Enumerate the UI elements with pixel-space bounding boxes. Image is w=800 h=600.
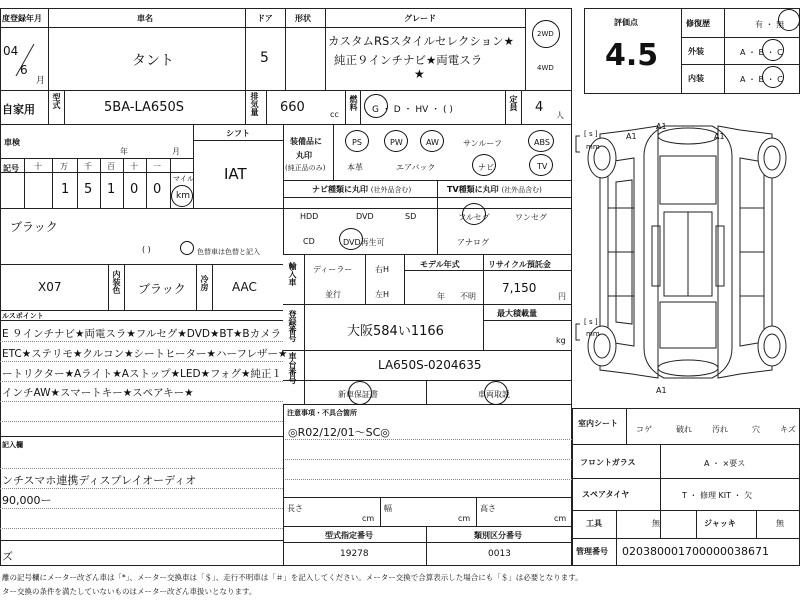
notes-label: 注意事項・不具合箇所 xyxy=(287,409,357,417)
spare-label: スペアタイヤ xyxy=(582,490,630,499)
tv-label-text: TV種類に丸印 xyxy=(447,185,499,194)
ac-value: AAC xyxy=(232,280,257,294)
color-paren: ( ) xyxy=(142,245,151,254)
interior-color: ブラック xyxy=(138,282,186,296)
equip-tv-circle xyxy=(529,154,553,176)
odo-header-2: 千 xyxy=(84,162,92,171)
navi-label-sub: (社外品含む) xyxy=(370,186,412,194)
capacity-unit: 人 xyxy=(556,111,564,120)
fuel-label: 燃料 xyxy=(349,95,358,111)
reg-label: 登録番号 xyxy=(288,310,297,342)
interior-grades: A ・ B ・ C xyxy=(740,75,783,84)
max-load-unit: kg xyxy=(556,336,566,345)
spare-items: T ・ 修理 KIT ・ 欠 xyxy=(682,491,753,500)
grade-line2: 純正９インチナビ★両電スラ xyxy=(334,53,483,67)
repair-label: 修復歴 xyxy=(686,19,710,28)
diagram-mark-a1-bottom: A1 xyxy=(656,386,667,395)
capacity-value: 4 xyxy=(535,100,544,115)
odo-digit-3: 1 xyxy=(107,182,116,197)
height-label: 高さ xyxy=(480,504,496,513)
navi-cd: CD xyxy=(303,237,315,246)
odo-digit-4: 0 xyxy=(130,182,139,197)
manual: 車両取説 xyxy=(478,390,510,399)
displacement-unit: cc xyxy=(330,110,339,119)
recycle-value: 7,150 xyxy=(502,281,537,295)
displacement-value: 660 xyxy=(280,100,305,115)
category-label: 類別区分番号 xyxy=(474,531,522,540)
sales-line-0: E ９インチナビ★両電スラ★フルセグ★DVD★BT★Bカメラ xyxy=(2,328,282,340)
bottom-label: ズ xyxy=(2,550,13,563)
shift-value: IAT xyxy=(224,165,247,183)
odo-header-4: 十 xyxy=(130,162,138,171)
type-designation: 19278 xyxy=(340,549,369,559)
footer-line-2: ター交換の条件を満たしていないものはメーター改ざん車扱いとなります。 xyxy=(2,587,257,596)
interior-color-label: 内装色 xyxy=(112,270,121,294)
entry-label: 記入欄 xyxy=(2,441,23,449)
equip-aw: AW xyxy=(426,138,439,147)
equip-leather: 本革 xyxy=(347,163,363,172)
notes-text: ◎R02/12/01～SC◎ xyxy=(288,426,390,439)
mgmt-value: 020380001700000038671 xyxy=(622,545,769,558)
length-unit: cm xyxy=(362,514,375,523)
diagram-unit-bottom: mm xyxy=(586,330,600,338)
equip-airbag: エアバック xyxy=(396,163,436,172)
odo-digit-2: 5 xyxy=(84,182,93,197)
sales-line-3: インチAW★スマートキー★スペアキー★ xyxy=(2,387,194,399)
first-reg-month-unit: 月 xyxy=(36,76,46,86)
odo-header-5: 一 xyxy=(153,162,161,171)
width-label: 幅 xyxy=(384,504,392,513)
equip-pw: PW xyxy=(390,138,403,147)
capacity-label: 定員 xyxy=(509,95,518,111)
equip-sunroof: サンルーフ xyxy=(463,139,502,148)
equip-ps-circle xyxy=(345,130,369,152)
equip-label-1: 装備品に xyxy=(290,137,322,146)
grade-line1: カスタムRSスタイルセレクション★ xyxy=(328,34,514,48)
equip-abs: ABS xyxy=(534,138,550,147)
sales-line-1: ETC★ステリモ★クルコン★シートヒーター★ハーフレザー★ xyxy=(2,348,288,360)
equip-abs-circle xyxy=(528,130,554,152)
odo-mile-unit: マイル xyxy=(173,175,194,183)
navi-hdd: HDD xyxy=(300,212,319,221)
drive-4wd: 4WD xyxy=(537,64,554,72)
fuel-options: G ・ D ・ HV ・ ( ) xyxy=(372,105,453,115)
tv-oneseg: ワンセグ xyxy=(515,213,547,222)
new-warranty: 新車保証書 xyxy=(338,390,378,399)
max-load-label: 最大積載量 xyxy=(497,309,537,318)
diagram-mark-a1-top-left: A1 xyxy=(626,132,637,141)
car-diagram xyxy=(572,96,800,408)
chassis-label: 車台番号 xyxy=(288,352,297,384)
tv-label-sub: (社外品含む) xyxy=(501,186,542,194)
chassis-value: LA650S-0204635 xyxy=(378,358,482,372)
jack-value: 無 xyxy=(776,519,784,528)
tv-fullseg: フルセグ xyxy=(458,213,490,222)
navi-dvd-play-circle xyxy=(339,228,363,250)
tv-label xyxy=(447,184,542,195)
model-name-label: 車名 xyxy=(137,14,153,23)
drive-2wd: 2WD xyxy=(537,30,554,38)
model-year-unknown: 不明 xyxy=(460,292,476,301)
displacement-label: 排気量 xyxy=(250,92,259,116)
jack-label: ジャッキ xyxy=(704,519,736,528)
shape-label: 形状 xyxy=(295,14,311,23)
grade-label: グレード xyxy=(404,14,436,23)
windshield-label: フロントガラス xyxy=(580,458,636,467)
seat-scratch: キズ xyxy=(780,425,796,434)
first-reg-year: 04 xyxy=(3,44,19,58)
exterior-label: 外装 xyxy=(688,47,704,56)
odo-label: 記号 xyxy=(3,164,19,173)
entry-line-0: ンチスマホ連携ディスプレイオーディオ xyxy=(2,474,197,487)
equip-ps: PS xyxy=(352,138,362,147)
color-note: 色替車は色替と記入 xyxy=(197,248,260,256)
seat-hole: 穴 xyxy=(752,425,760,434)
navi-label-text: ナビ種類に丸印 xyxy=(312,185,368,194)
sales-label: ルスポイント xyxy=(2,312,44,320)
navi-dvd-play: DVD再生可 xyxy=(343,238,385,247)
shift-label: シフト xyxy=(226,129,250,138)
import-label: 輸入車 xyxy=(288,262,297,286)
tools-value: 無 xyxy=(652,519,660,528)
ac-label: 冷房 xyxy=(200,275,209,291)
interior-b-circle xyxy=(762,66,784,88)
import-right: 右H xyxy=(375,265,390,274)
interior-label: 内装 xyxy=(688,74,704,83)
odo-digit-5: 0 xyxy=(153,182,162,197)
equip-navi: ナビ xyxy=(478,163,494,172)
recycle-label: リサイクル預託金 xyxy=(488,260,551,269)
color-code: X07 xyxy=(38,280,62,294)
navi-sd: SD xyxy=(405,212,417,221)
sales-line-2: ートリクター★Aライト★Aストップ★LED★フォグ★純正１ xyxy=(2,368,282,380)
import-left: 左H xyxy=(375,290,390,299)
equip-tv: TV xyxy=(537,162,548,171)
inspection-label: 車検 xyxy=(4,138,20,147)
model-year-label: モデル年式 xyxy=(420,260,460,269)
manual-circle xyxy=(484,381,508,405)
windshield-items: A ・ ×要ス xyxy=(704,459,746,468)
diagram-bracket-top: [ s ] xyxy=(584,130,598,138)
model-year-unit: 年 xyxy=(437,292,445,301)
seat-dirt: 汚れ xyxy=(712,425,728,434)
reg-value: 大阪584い1166 xyxy=(347,324,444,339)
model-name: タント xyxy=(132,53,174,69)
diagram-bracket-bottom: [ s ] xyxy=(584,318,598,326)
odo-digit-1: 1 xyxy=(61,182,70,197)
odo-header-0: 十 xyxy=(34,162,42,171)
odo-km-unit: km xyxy=(176,191,190,201)
diagram-unit-top: mm xyxy=(586,143,600,151)
odo-header-3: 百 xyxy=(107,162,115,171)
equip-label-2: 丸印 xyxy=(296,151,312,160)
import-parallel: 並行 xyxy=(325,290,341,299)
equip-pw-circle xyxy=(384,130,408,152)
doors-value: 5 xyxy=(260,50,269,66)
first-reg-label: 度登録年月 xyxy=(2,14,42,23)
diagram-mark-a1-top: A1 xyxy=(656,122,667,131)
repair-options: 有 ・ 無 xyxy=(755,20,785,29)
model-code-label: 型式 xyxy=(52,93,61,109)
mgmt-label: 管理番号 xyxy=(576,547,608,556)
category: 0013 xyxy=(488,549,511,559)
drive-2wd-circle xyxy=(532,20,560,48)
fuel-g-circle xyxy=(364,94,388,118)
grade-line3: ★ xyxy=(414,67,425,81)
score-value: 4.5 xyxy=(605,38,659,73)
repair-none-circle xyxy=(778,9,800,31)
equip-navi-circle xyxy=(472,154,496,176)
equip-aw-circle xyxy=(420,130,444,152)
interior-seat-label: 室内シート xyxy=(578,419,618,428)
footer-line-1: 離の記号欄にメーター改ざん車は「*」、メーター交換車は「＄」、走行不明車は「＃」を記入してください。メーター交換で合算表示した場合にも「＄」は必要となります。 xyxy=(2,573,583,582)
exterior-b-circle xyxy=(762,39,784,61)
odo-header-1: 万 xyxy=(60,162,68,171)
model-code: 5BA-LA650S xyxy=(104,100,184,115)
color-value: ブラック xyxy=(10,220,58,234)
tools-label: 工具 xyxy=(586,519,602,528)
navi-dvd: DVD xyxy=(356,212,374,221)
width-unit: cm xyxy=(458,514,471,523)
height-unit: cm xyxy=(554,514,567,523)
score-label: 評価点 xyxy=(614,18,638,27)
inspection-year-unit: 年 xyxy=(120,147,128,156)
entry-line-1: 90,000ー xyxy=(2,494,52,507)
seat-tear: 破れ xyxy=(676,425,692,434)
inspection-month-unit: 月 xyxy=(172,147,180,156)
first-reg-month: 6 xyxy=(20,63,28,77)
tv-analog: アナログ xyxy=(457,238,489,247)
doors-label: ドア xyxy=(257,14,273,23)
length-label: 長さ xyxy=(287,504,303,513)
tv-fullseg-circle xyxy=(462,203,486,225)
type-designation-label: 型式指定番号 xyxy=(325,531,373,540)
color-paren-circle xyxy=(180,241,194,255)
date-slash xyxy=(10,40,40,80)
odo-km-circle xyxy=(171,185,193,207)
seat-burn: コゲ xyxy=(636,425,652,434)
import-dealer: ディーラー xyxy=(313,265,353,274)
navi-label xyxy=(312,184,411,195)
recycle-unit: 円 xyxy=(558,292,566,301)
exterior-grades: A ・ B ・ C xyxy=(740,48,783,57)
diagram-mark-a1-top-right: A1 xyxy=(714,132,725,141)
use-type: 自家用 xyxy=(2,103,35,116)
equip-label-3: (純正品のみ) xyxy=(285,164,326,172)
new-warranty-circle xyxy=(348,381,372,405)
